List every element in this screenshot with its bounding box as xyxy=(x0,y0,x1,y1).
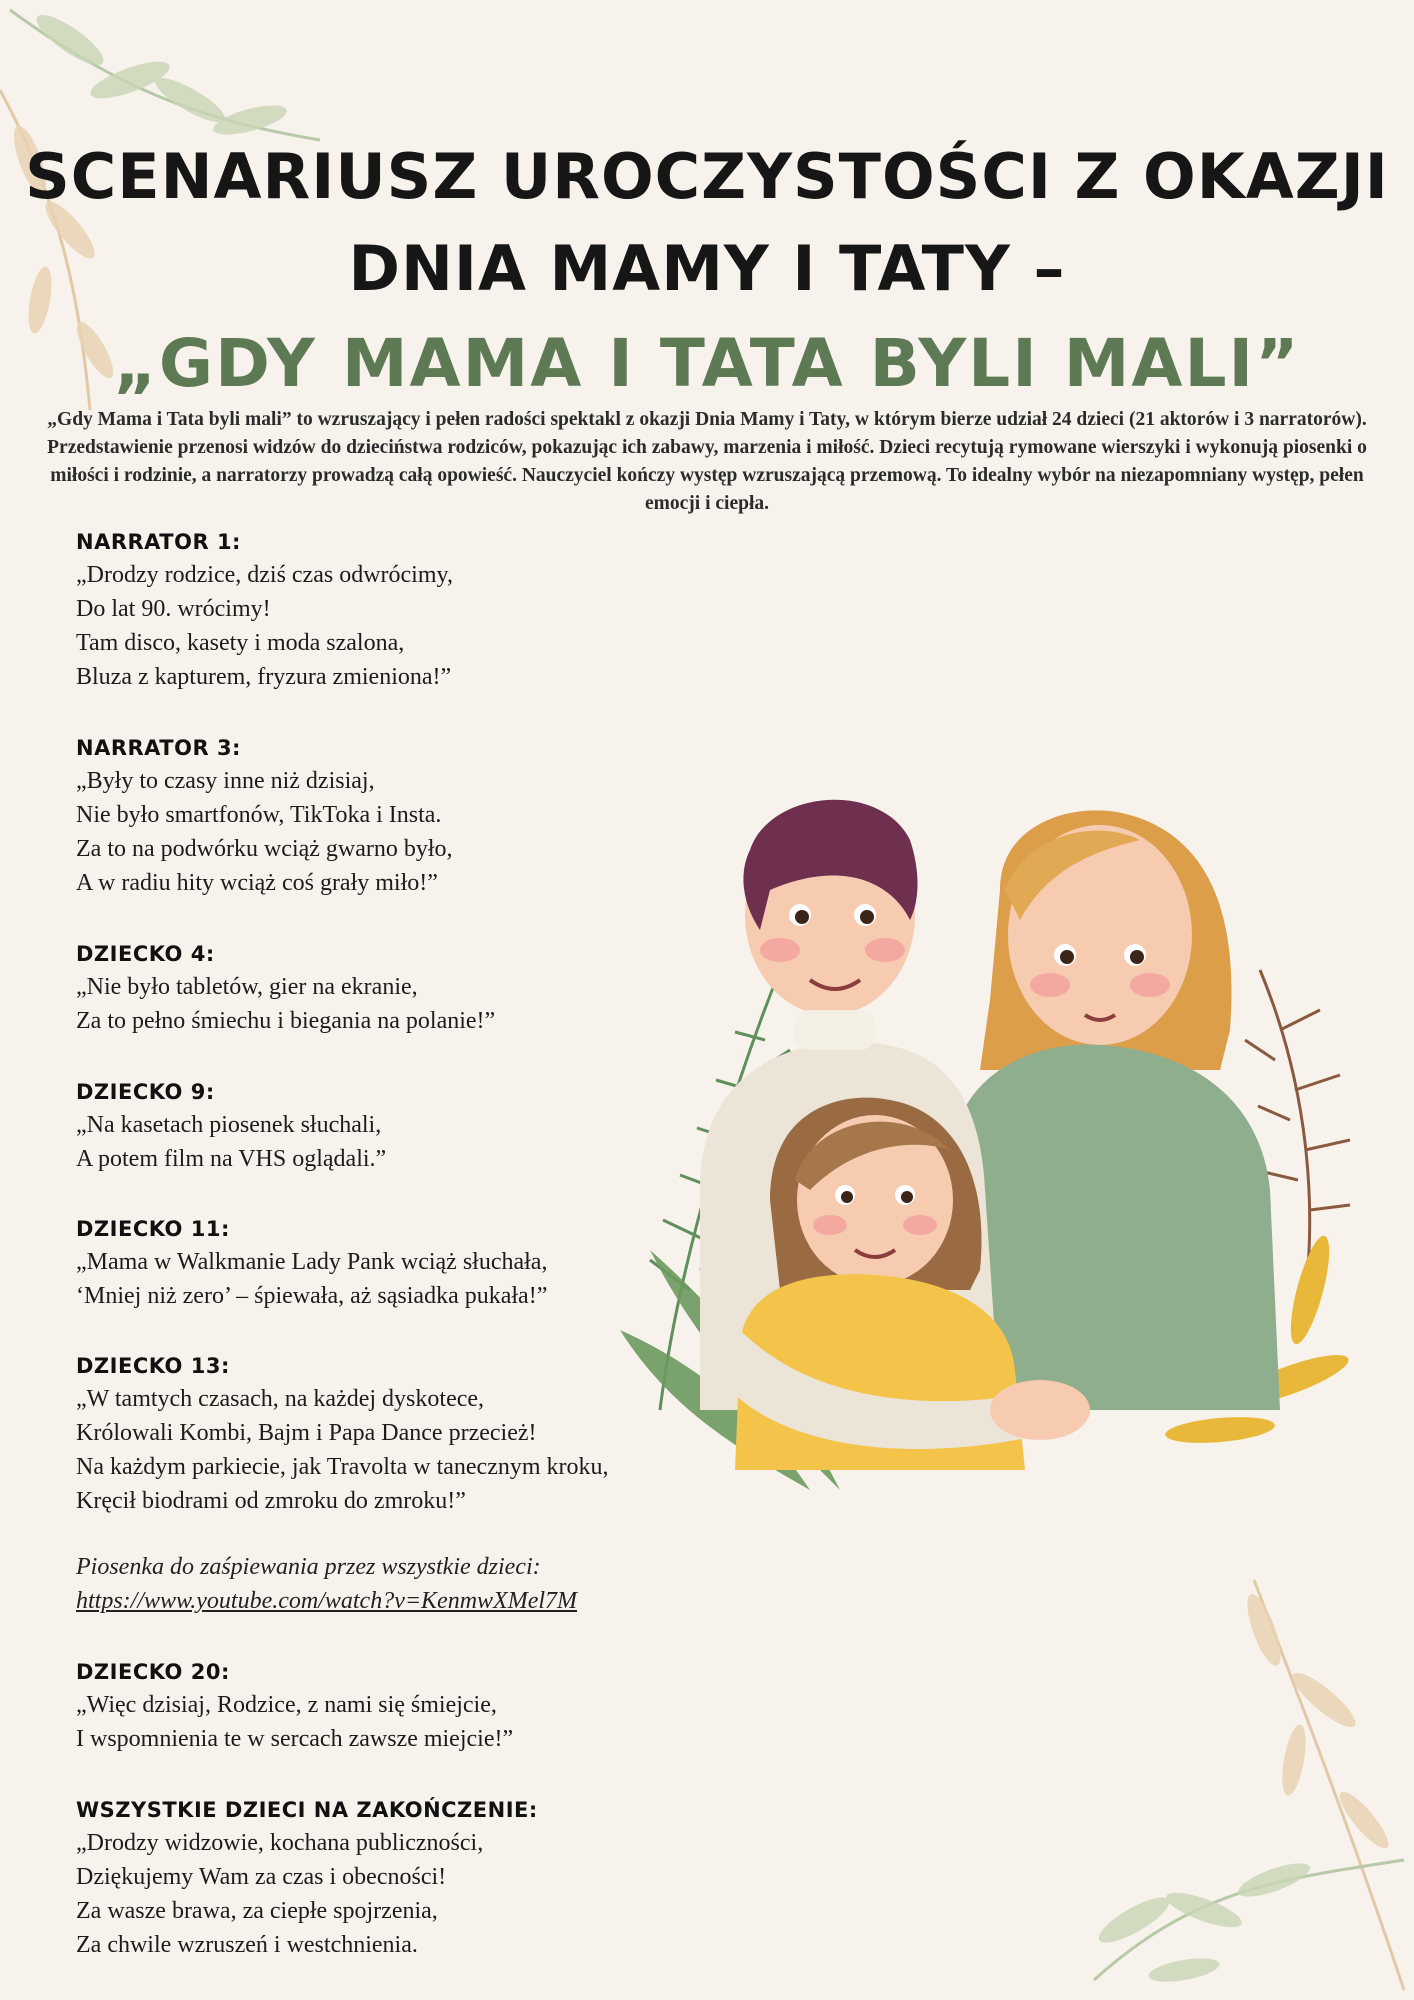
speaker-label: DZIECKO 20: xyxy=(76,1660,230,1684)
song-label: Piosenka do zaśpiewania przez wszystkie dzieci: xyxy=(76,1554,541,1580)
verse-line: „Były to czasy inne niż dzisiaj, xyxy=(76,768,375,794)
verse-line: Za to na podwórku wciąż gwarno było, xyxy=(76,836,453,862)
verse-line: ‘Mniej niż zero’ – śpiewała, aż sąsiadka pukała!” xyxy=(76,1283,548,1309)
verse-line: Kręcił biodrami od zmroku do zmroku!” xyxy=(76,1488,466,1514)
hand xyxy=(990,1380,1090,1440)
mother xyxy=(950,810,1280,1410)
script-section xyxy=(76,1660,716,1756)
speaker-label: NARRATOR 3: xyxy=(76,736,241,760)
verse-line: „Nie było tabletów, gier na ekranie, xyxy=(76,974,418,1000)
speaker-label: DZIECKO 4: xyxy=(76,942,215,966)
verse-line: Nie było smartfonów, TikToka i Insta. xyxy=(76,802,442,828)
leaf-branch-decoration xyxy=(1074,1560,1414,2000)
song-link[interactable]: https://www.youtube.com/watch?v=KenmwXMel7M xyxy=(76,1588,578,1614)
page-title: DNIA MAMY I TATY – xyxy=(348,232,1066,305)
script-section xyxy=(76,530,716,694)
intro-paragraph: „Gdy Mama i Tata byli mali” to wzruszający i pełen radości spektakl z okazji Dnia Mamy i Taty, w którym bierze udział 24 dzieci (21 aktorów i 3 narratorów). Przedstawienie przenosi widzów do dzieciństwa rodziców, pokazując ich zabawy, marzenia i miłość. Dzieci recytują rymowane wierszyki i wykonują piosenki o miłości i rodzinie, a narratorzy prowadzą całą opowieść. Nauczyciel kończy występ wzruszającą przemową. To idealny wybór na niezapomniany występ, pełen emocji i ciepła. xyxy=(47,409,1367,514)
verse-line: Bluza z kapturem, fryzura zmieniona!” xyxy=(76,664,452,690)
verse-line: Dziękujemy Wam za czas i obecności! xyxy=(76,1864,447,1890)
song-note xyxy=(76,1550,577,1618)
speaker-label: DZIECKO 11: xyxy=(76,1217,230,1241)
family-illustration xyxy=(620,770,1400,1510)
verse-line: A w radiu hity wciąż coś grały miło!” xyxy=(76,870,438,896)
speaker-label: DZIECKO 9: xyxy=(76,1080,215,1104)
speaker-label: NARRATOR 1: xyxy=(76,530,241,554)
script-section xyxy=(76,1798,716,1962)
verse-line: „Więc dzisiaj, Rodzice, z nami się śmiejcie, xyxy=(76,1692,497,1718)
verse-line: Królowali Kombi, Bajm i Papa Dance przecież! xyxy=(76,1420,537,1446)
verse-line: „Na kasetach piosenek słuchali, xyxy=(76,1112,382,1138)
verse-line: Za to pełno śmiechu i biegania na polanie!” xyxy=(76,1008,496,1034)
verse-line: Za chwile wzruszeń i westchnienia. xyxy=(76,1932,418,1958)
verse-line: „Drodzy widzowie, kochana publiczności, xyxy=(76,1830,484,1856)
verse-line: Za wasze brawa, za ciepłe spojrzenia, xyxy=(76,1898,438,1924)
verse-line: Do lat 90. wrócimy! xyxy=(76,596,271,622)
verse-line: „Drodzy rodzice, dziś czas odwrócimy, xyxy=(76,562,453,588)
verse-line: „W tamtych czasach, na każdej dyskotece, xyxy=(76,1386,485,1412)
verse-line: Tam disco, kasety i moda szalona, xyxy=(76,630,405,656)
speaker-label: DZIECKO 13: xyxy=(76,1354,230,1378)
page-subtitle: „GDY MAMA I TATA BYLI MALI” xyxy=(113,325,1301,402)
verse xyxy=(76,1826,716,1962)
verse xyxy=(76,558,716,694)
speaker-label: WSZYSTKIE DZIECI NA ZAKOŃCZENIE: xyxy=(76,1798,538,1822)
verse-line: A potem film na VHS oglądali.” xyxy=(76,1146,387,1172)
verse-line: I wspomnienia te w sercach zawsze miejcie!” xyxy=(76,1726,514,1752)
page-title: SCENARIUSZ UROCZYSTOŚCI Z OKAZJI xyxy=(25,140,1389,213)
verse xyxy=(76,1688,716,1756)
verse-line: „Mama w Walkmanie Lady Pank wciąż słuchała, xyxy=(76,1249,548,1275)
verse-line: Na każdym parkiecie, jak Travolta w tanecznym kroku, xyxy=(76,1454,609,1480)
